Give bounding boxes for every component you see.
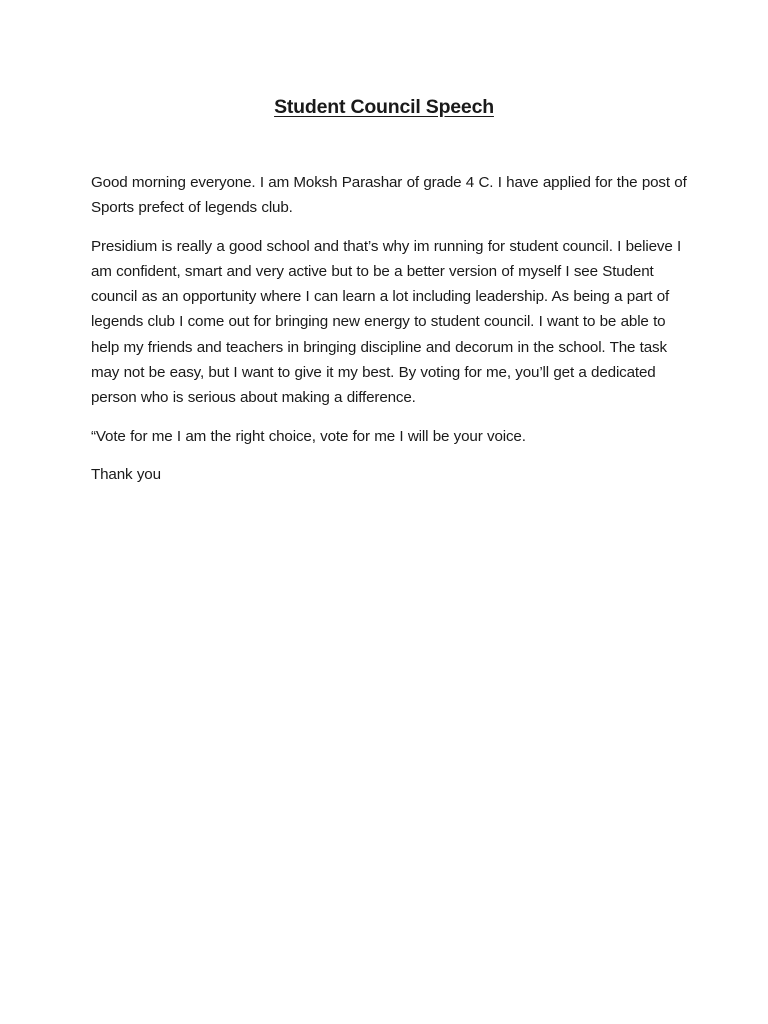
paragraph-closing: Thank you (91, 465, 161, 483)
paragraph-introduction: Good morning everyone. I am Moksh Parashar of grade 4 C. I have applied for the post of Sports prefect of legends club. (91, 174, 687, 217)
paragraph-slogan: “Vote for me I am the right choice, vote for me I will be your voice. (91, 427, 526, 445)
paragraph-main: Presidium is really a good school and that’s why im running for student council. I believe I am confident, smart and very active but to be a better version of myself I see Student council as an opportunity where I can learn a lot including leadership. As being a part of legends club I come out for bringing new energy to student council. I want to be able to help my friends and teachers in bringing discipline and decorum in the school. The task may not be easy, but I want to give it my best. By voting for me, you’ll get a dedicated person who is serious about making a difference. (91, 237, 682, 407)
document-body (91, 170, 691, 500)
document-title: Student Council Speech (274, 96, 494, 118)
